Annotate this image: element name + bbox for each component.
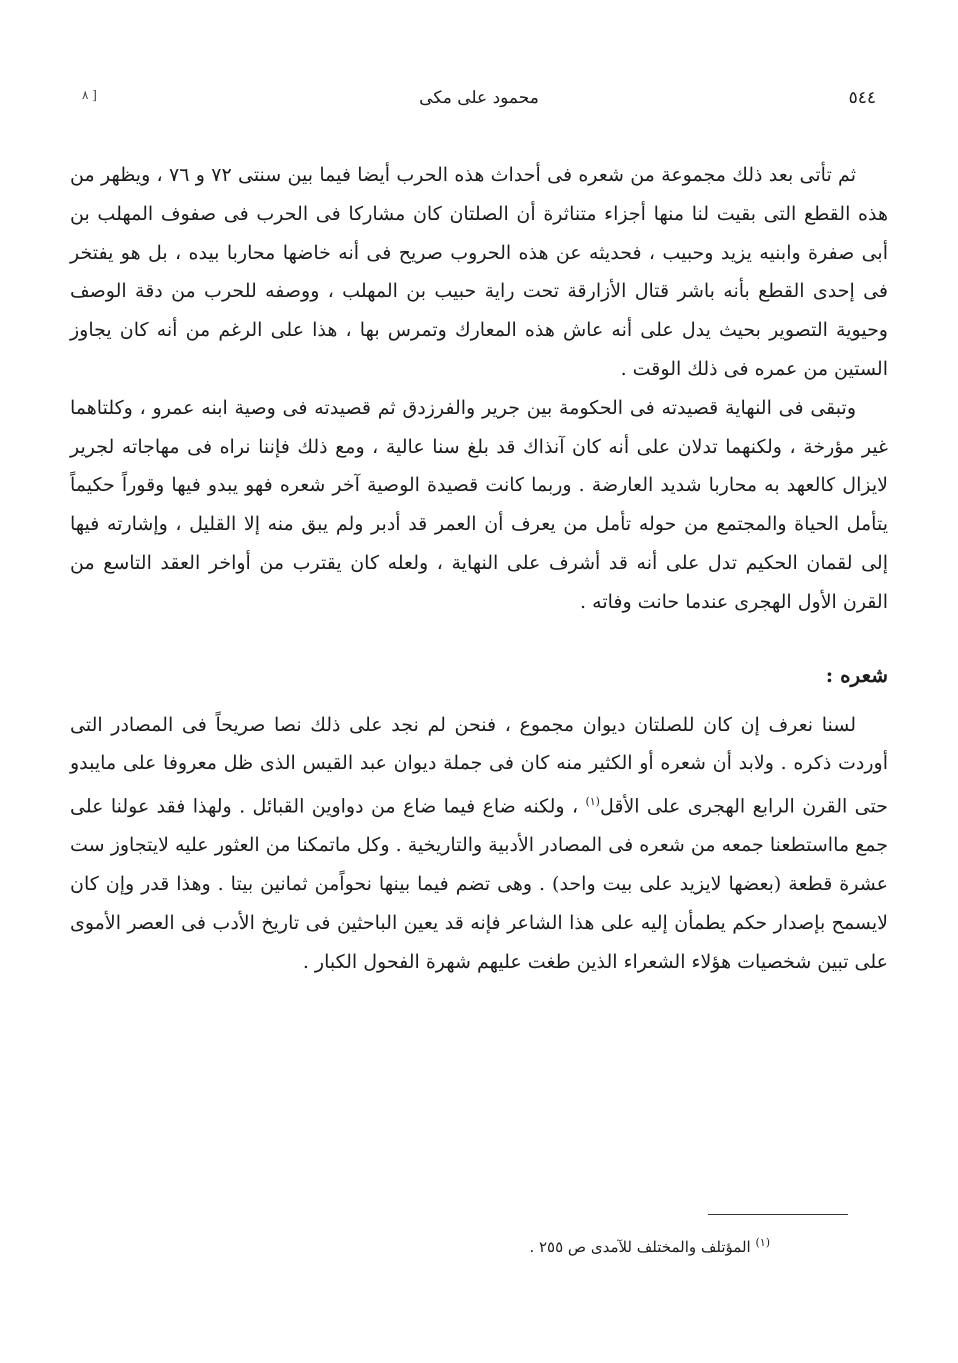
- paragraph-text-before-ref: لسنا نعرف إن كان للصلتان ديوان مجموع ، فنحن لم نجد على ذلك نصا صريحاً فى المصادر التى أوردت ذكره . ولابد أن شعره أو الكثير منه كان فى جملة ديوان عبد القيس الذى ظل معروفا على مايبدو حتى القرن الرابع الهجرى على الأقل: [70, 713, 888, 818]
- paragraph-war-poems: ثم تأتى بعد ذلك مجموعة من شعره فى أحداث هذه الحرب أيضا فيما بين سنتى ٧٢ و ٧٦ ، ويظهر من هذه القطع التى بقيت لنا منها أجزاء متناثرة أن الصلتان كان مشاركا فى الحرب فى صفوف المهلب بن أبى صفرة وابنيه يزيد وحبيب ، فحديثه عن هذه الحروب صريح فى أنه خاضها محاربا بيده ، بل هو يفتخر فى إحدى القطع بأنه باشر قتال الأزارقة تحت راية حبيب بن المهلب ، ووصفه للحرب من دقة الوصف وحيوية التصوير بحيث يدل على أنه عاش هذه المعارك وتمرس بها ، هذا على الرغم من أنه كان يجاوز الستين من عمره فى ذلك الوقت .: [70, 164, 888, 380]
- footnote-text: المؤتلف والمختلف للآمدى ص ٢٥٥ .: [529, 1238, 756, 1256]
- footnote-reference[interactable]: (١): [585, 795, 600, 809]
- footnote: [70, 1232, 770, 1258]
- main-text: [70, 156, 888, 981]
- running-title: محمود على مكى: [419, 88, 539, 108]
- page-header: [70, 88, 888, 118]
- footnote-divider: [708, 1214, 848, 1215]
- paragraph-poetry-collection: [70, 706, 888, 982]
- section-heading-poetry: شعره :: [825, 662, 888, 687]
- paragraph-text-after-ref: ، ولكنه ضاع فيما ضاع من دواوين القبائل . ولهذا فقد عولنا على جمع مااستطعنا جمعه من شعره فى المصادر الأدبية والتاريخية . وكل ماتمكنا من العثور عليه لايتجاوز ست عشرة قطعة (بعضها لايزيد على بيت واحد) . وهى تضم فيما بينها نحواًمن ثمانين بيتا . وهذا قدر وإن كان لايسمح بإصدار حكم يطمأن إليه على هذا الشاعر فإنه قد يعين الباحثين فى تاريخ الأدب فى العصر الأموى على تبين شخصيات هؤلاء الشعراء الذين طغت عليهم شهرة الفحول الكبار .: [70, 795, 888, 973]
- page-number: ٥٤٤: [848, 88, 876, 108]
- paragraph-final-poems: وتبقى فى النهاية قصيدته فى الحكومة بين جرير والفرزدق ثم قصيدته فى وصية ابنه عمرو ، وكلتاهما غير مؤرخة ، ولكنهما تدلان على أنه كان آنذاك قد بلغ سنا عالية ، ومع ذلك فإننا نراه فى مهاجاته لجرير لايزال كالعهد به محاربا شديد العارضة . وربما كانت قصيدة الوصية آخر شعره فهو يبدو فيها وقوراً حكيماً يتأمل الحياة والمجتمع من حوله تأمل من يعرف أن العمر قد أدبر ولم يبق منه إلا القليل ، وإشارته فيها إلى لقمان الحكيم تدل على أنه قد أشرف على النهاية ، ولعله كان يقترب من أواخر العقد التاسع من القرن الأول الهجرى عندما حانت وفاته .: [70, 396, 888, 613]
- section-marker: [ ٨: [82, 88, 97, 102]
- footnote-marker: (١): [755, 1236, 770, 1249]
